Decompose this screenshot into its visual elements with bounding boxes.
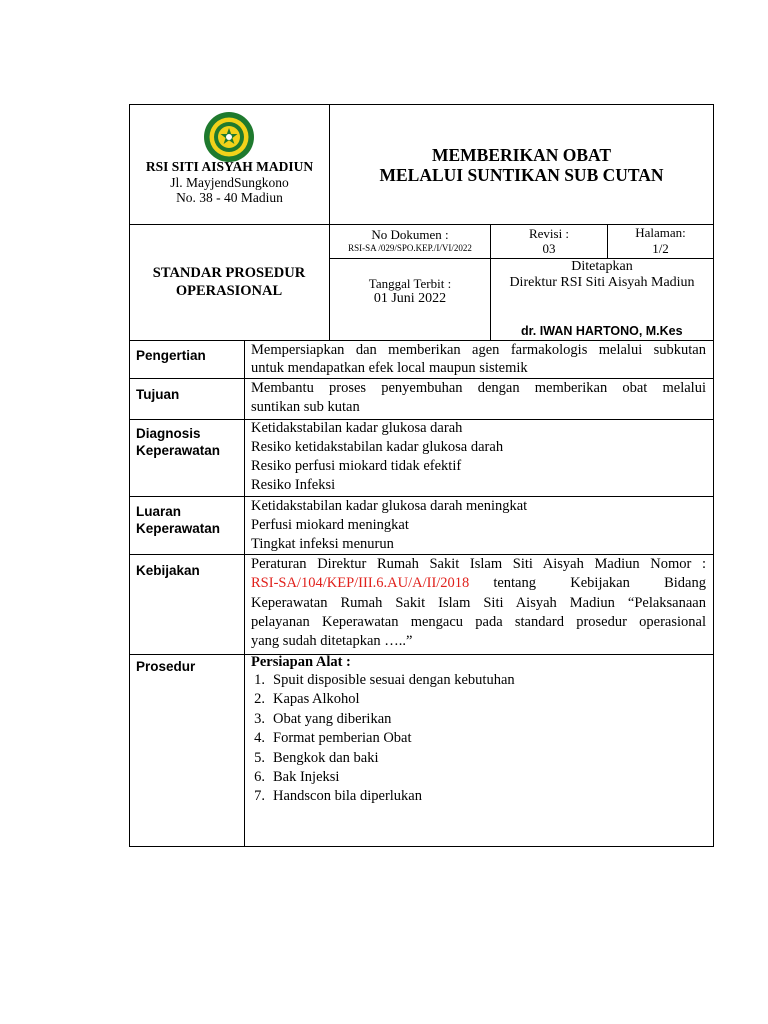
section-label-pengertian: Pengertian (136, 348, 206, 363)
list-item-text: Bengkok dan baki (273, 749, 379, 766)
list-number: 4. (254, 730, 265, 747)
list-item: Perfusi miokard meningkat (251, 517, 409, 533)
list-item: Resiko perfusi miokard tidak efektif (251, 458, 462, 474)
page-label: Halaman: (635, 225, 686, 240)
section-label-luaran-line2: Keperawatan (136, 521, 221, 536)
section-label-diagnosis-line1: Diagnosis (136, 426, 201, 441)
list-item (243, 710, 515, 729)
prosedur-heading: Persiapan Alat : (251, 654, 351, 670)
list-item (243, 690, 515, 709)
list-number: 7. (254, 788, 265, 805)
list-item-text: Kapas Alkohol (273, 691, 360, 708)
prosedur-list (243, 671, 515, 807)
kebijakan-text-line3: Keperawatan Rumah Sakit Islam Siti Aisyah Madiun “Pelaksanaan (251, 595, 706, 611)
issue-date-label: Tanggal Terbit : (368, 276, 452, 291)
pengertian-text-line2: untuk mendapatkan efek local maupun sistemik (251, 360, 528, 376)
revision-value: 03 (542, 241, 556, 256)
list-item-text: Handscon bila diperlukan (273, 788, 422, 805)
section-label-tujuan: Tujuan (136, 387, 180, 402)
revision-label: Revisi : (528, 226, 570, 241)
list-item-text: Spuit disposible sesuai dengan kebutuhan (273, 672, 515, 688)
list-number: 3. (254, 710, 265, 727)
list-item (243, 671, 515, 690)
issue-date-value: 01 Juni 2022 (373, 291, 447, 306)
doc-number-label: No Dokumen : (371, 227, 449, 242)
list-item-text: Bak Injeksi (273, 768, 340, 785)
section-label-luaran-line1: Luaran (136, 504, 182, 519)
pengertian-text-line1: Mempersiapkan dan memberikan agen farmakologis melalui subkutan (251, 342, 706, 358)
document-title-line1: MEMBERIKAN OBAT (431, 145, 612, 165)
list-item: Resiko ketidakstabilan kadar glukosa darah (251, 439, 504, 455)
list-item: Resiko Infeksi (251, 477, 336, 493)
doc-number-value: RSI-SA /029/SPO.KEP./I/VI/2022 (348, 243, 472, 253)
approval-by: Direktur RSI Siti Aisyah Madiun (509, 275, 695, 290)
list-number: 5. (254, 749, 265, 766)
org-name: RSI SITI AISYAH MADIUN (145, 159, 314, 174)
list-item: Ketidakstabilan kadar glukosa darah (251, 420, 463, 436)
approval-label: Ditetapkan (571, 259, 633, 274)
list-item-text: Obat yang diberikan (273, 710, 392, 727)
kebijakan-text-line4: pelayanan Keperawatan mengacu pada standard prosedur operasional (251, 614, 706, 630)
list-item (243, 787, 515, 806)
list-item (243, 729, 515, 748)
kebijakan-text-line2 (251, 574, 706, 594)
list-item: Tingkat infeksi menurun (251, 536, 394, 552)
section-label-diagnosis-line2: Keperawatan (136, 443, 221, 458)
sop-label-line2: OPERASIONAL (175, 283, 283, 299)
document-title-line2: MELALUI SUNTIKAN SUB CUTAN (379, 165, 664, 185)
kebijakan-text-line2-rest: tentang Kebijakan Bidang (493, 575, 706, 591)
list-number: 6. (254, 768, 265, 785)
page-value: 1/2 (652, 241, 669, 256)
kebijakan-text-line1: Peraturan Direktur Rumah Sakit Islam Siti Aisyah Madiun Nomor : (251, 556, 706, 572)
hospital-logo-icon (203, 111, 255, 163)
section-label-kebijakan: Kebijakan (136, 563, 200, 578)
list-number: 1. (254, 672, 265, 688)
tujuan-text-line1: Membantu proses penyembuhan dengan memberikan obat melalui (251, 380, 706, 396)
section-label-prosedur: Prosedur (136, 659, 196, 674)
tujuan-text-line2: suntikan sub kutan (251, 399, 360, 415)
list-item (243, 768, 515, 787)
list-number: 2. (254, 691, 265, 708)
org-address-line2: No. 38 - 40 Madiun (176, 190, 283, 205)
sop-label-line1: STANDAR PROSEDUR (152, 265, 306, 281)
list-item (243, 749, 515, 768)
list-item-text: Format pemberian Obat (273, 730, 412, 747)
policy-reference: RSI-SA/104/KEP/III.6.AU/A/II/2018 (251, 575, 470, 591)
org-address-line1: Jl. MayjendSungkono (170, 175, 289, 190)
signatory-name: dr. IWAN HARTONO, M.Kes (521, 324, 683, 338)
list-item: Ketidakstabilan kadar glukosa darah meningkat (251, 498, 528, 514)
kebijakan-text-line5: yang sudah ditetapkan …..” (251, 633, 413, 649)
